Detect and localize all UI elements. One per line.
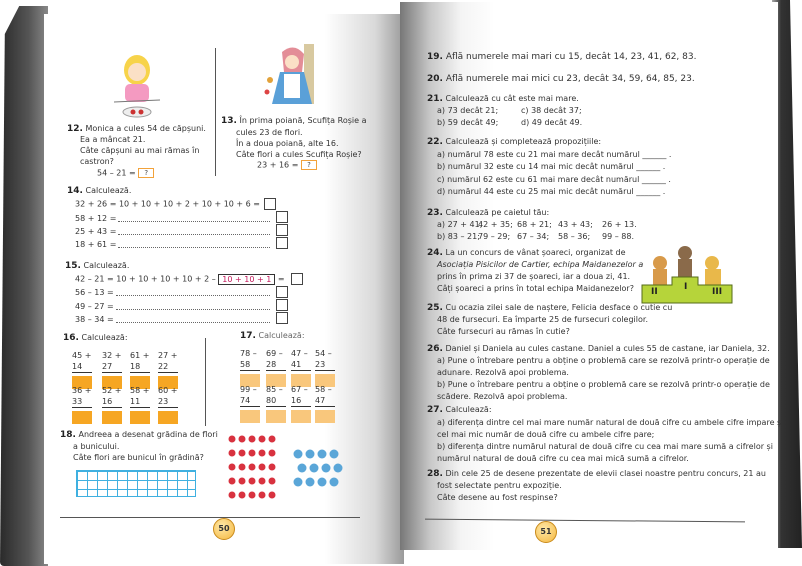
exercise-text: castron? [80, 157, 114, 166]
flower-garden-illustration [226, 434, 348, 506]
exercise-23 [427, 208, 549, 219]
exercise-17-title [240, 331, 305, 342]
operand-1: 54 – [315, 349, 332, 358]
exercise-13 [221, 116, 366, 127]
exercise-text: adunare. Rezolvă apoi problema. [437, 368, 569, 377]
column-operation [240, 384, 260, 423]
column-operation [130, 385, 150, 424]
exercise-number: 25. [427, 303, 443, 313]
sentence-item: c) numărul 62 este cu 61 mai mare decât numărul ______ . [437, 175, 671, 184]
exercise-number: 16. [63, 333, 79, 343]
exercise-16-title [63, 333, 128, 344]
operand-2: 18 [130, 361, 150, 373]
red-flower [229, 464, 236, 471]
divider [215, 48, 216, 176]
exercise-20 [427, 74, 695, 85]
blue-flower [298, 464, 307, 473]
operand-1: 52 + [102, 386, 122, 395]
podium-place-3: III [712, 287, 723, 297]
calc-item: 67 – 34; [517, 232, 550, 241]
blue-flower [306, 450, 315, 459]
exercise-number: 19. [427, 52, 443, 62]
exercise-text: a) Pune o întrebare pentru a obține o problemă care se rezolvă printr-o operație de [437, 356, 770, 365]
exercise-22 [427, 137, 601, 148]
podium-place-2: II [651, 287, 658, 297]
operand-1: 85 – [266, 385, 283, 394]
operand-1: 69 – [266, 349, 283, 358]
operand-1: 27 + [158, 351, 178, 360]
exercise-number: 21. [427, 94, 443, 104]
operand-1: 67 – [291, 385, 308, 394]
operand-1: 60 + [158, 386, 178, 395]
answer-box[interactable] [276, 211, 288, 223]
exercise-number: 18. [60, 430, 76, 440]
red-flower [249, 464, 256, 471]
red-flower [249, 450, 256, 457]
item-b: b) 59 decât 49; [437, 118, 499, 127]
equation-12 [97, 168, 154, 178]
exercise-text: b) Pune o întrebare pentru a obține o problemă care se rezolvă printr-o operație de [437, 380, 770, 389]
operand-2: 27 [102, 361, 122, 373]
dotted-line [116, 322, 270, 323]
operand-2: 14 [72, 361, 92, 373]
operand-2: 16 [291, 395, 311, 407]
exercise-text: Ea a mâncat 21. [80, 135, 146, 144]
red-flower [249, 478, 256, 485]
exercise-27 [427, 405, 492, 416]
equation-text: 23 + 16 = [257, 160, 299, 170]
calc-item: 68 + 21; [517, 220, 552, 229]
exercise-number: 15. [65, 261, 81, 271]
exercise-text: Câte desene au fost respinse? [437, 493, 558, 502]
answer-box[interactable] [158, 411, 178, 424]
calc-row: 32 + 26 = 10 + 10 + 10 + 2 + 10 + 10 + 6 = [75, 199, 260, 209]
exercise-text: prins în prima zi 37 de șoareci, iar a doua zi, 41. [437, 272, 631, 281]
operand-2: 22 [158, 361, 178, 373]
exercise-title: Calculează pe caietul tău: [445, 208, 550, 217]
dotted-line [118, 247, 270, 248]
exercise-text: În a doua poiană, alte 16. [236, 139, 339, 148]
exercise-text: La un concurs de vânat șoareci, organizat de [445, 248, 626, 257]
blue-flower [330, 478, 339, 487]
answer-box[interactable] [276, 237, 288, 249]
operand-2: 58 [240, 359, 260, 371]
red-flower [259, 492, 266, 499]
exercise-number: 22. [427, 137, 443, 147]
operand-2: 80 [266, 395, 286, 407]
exercise-title: Calculează: [81, 333, 128, 342]
blue-flower [294, 450, 303, 459]
red-flower [259, 450, 266, 457]
exercise-26 [427, 344, 770, 355]
item-d: d) 49 decât 49. [521, 118, 583, 127]
dotted-line [116, 295, 270, 296]
calc-item: a) 27 + 41; [437, 220, 483, 229]
blue-flower [310, 464, 319, 473]
exercise-text: Câte căpșuni au mai rămas în [80, 146, 200, 155]
operand-1: 99 – [240, 385, 257, 394]
exercise-number: 14. [67, 186, 83, 196]
answer-box[interactable] [130, 411, 150, 424]
equation-13 [257, 160, 317, 170]
exercise-15-title [65, 261, 129, 272]
calc-item: b) 83 – 21; [437, 232, 480, 241]
column-operation [291, 384, 311, 423]
sentence-item: a) numărul 78 este cu 21 mai mare decât numărul ______ . [437, 150, 672, 159]
calc-row: 38 – 34 = [75, 315, 114, 324]
exercise-24 [427, 248, 626, 259]
blue-flower [322, 464, 331, 473]
exercise-text: Află numerele mai mici cu 23, decât 34, 59, 64, 85, 23. [445, 74, 695, 84]
operand-1: 58 – [315, 385, 332, 394]
column-operation [315, 384, 335, 423]
calc-item: 58 – 36; [558, 232, 591, 241]
column-operation [130, 350, 150, 389]
sentence-item: d) numărul 44 este cu 25 mai mic decât numărul ______ . [437, 187, 666, 196]
exercise-text: În prima poiană, Scufița Roșie a [239, 116, 367, 125]
red-flower [269, 478, 276, 485]
girl-eating-strawberries-illustration [112, 52, 162, 122]
answer-box[interactable] [72, 411, 92, 424]
exercise-text: scădere. Rezolvă apoi problema. [437, 392, 568, 401]
answer-box[interactable] [276, 312, 288, 324]
calc-text: 42 – 21 = 10 + 10 + 10 + 10 + 2 – [75, 274, 216, 284]
operand-2: 47 [315, 395, 335, 407]
calc-row: 25 + 43 = [75, 227, 117, 236]
exercise-text: Cu ocazia zilei sale de naștere, Felicia desface o cutie cu [445, 303, 673, 312]
calc-item: 26 + 13. [602, 220, 637, 229]
exercise-text: cules 23 de flori. [236, 128, 303, 137]
exercise-title: Calculează cu cât este mai mare. [445, 94, 579, 103]
exercise-title: Calculează. [83, 261, 130, 270]
blue-flower [330, 450, 339, 459]
exercise-14-title [67, 186, 131, 197]
operand-2: 11 [130, 396, 150, 408]
exercise-18 [60, 430, 218, 441]
answer-box[interactable] [276, 299, 288, 311]
column-operation [72, 350, 92, 389]
exercise-text: a bunicului. [73, 442, 120, 451]
item-a: a) 73 decât 21; [437, 106, 499, 115]
red-flower [229, 450, 236, 457]
answer-box[interactable] [276, 224, 288, 236]
red-flower [239, 478, 246, 485]
calc-row: 56 – 13 = [75, 288, 114, 297]
red-flower [229, 436, 236, 443]
podium-place-1: I [684, 282, 688, 292]
blue-flower [294, 478, 303, 487]
red-flower [229, 478, 236, 485]
divider [205, 338, 206, 426]
exercise-25 [427, 303, 672, 314]
exercise-number: 20. [427, 74, 443, 84]
little-red-riding-hood-illustration [262, 44, 322, 112]
answer-grid[interactable] [76, 470, 196, 497]
calc-row: 49 – 27 = [75, 302, 114, 311]
red-flower [259, 478, 266, 485]
exercise-text: 48 de fursecuri. Ea împarte 25 de fursecuri colegilor. [437, 315, 648, 324]
operand-1: 58 + [130, 386, 150, 395]
answer-box[interactable] [240, 410, 260, 423]
answer-box[interactable] [266, 410, 286, 423]
column-operation [72, 385, 92, 424]
exercise-text: Câte flori a cules Scufița Roșie? [236, 150, 362, 159]
sentence-item: b) numărul 32 este cu 14 mai mic decât numărul ______ . [437, 162, 666, 171]
answer-box[interactable]: ? [301, 160, 317, 170]
exercise-text: Din cele 25 de desene prezentate de elevii clasei noastre pentru concurs, 21 au [445, 469, 766, 478]
operand-1: 36 + [72, 386, 92, 395]
red-flower [259, 436, 266, 443]
calc-row: 58 + 12 = [75, 214, 117, 223]
exercise-text: a) diferența dintre cel mai mare număr natural de două cifre cu ambele cifre impare și [437, 418, 784, 427]
column-operation [158, 385, 178, 424]
operand-2: 28 [266, 359, 286, 371]
exercise-number: 28. [427, 469, 443, 479]
red-flower [269, 450, 276, 457]
exercise-number: 26. [427, 344, 443, 354]
exercise-28 [427, 469, 766, 480]
column-operation [102, 350, 122, 389]
column-operation [240, 348, 260, 387]
exercise-number: 17. [240, 331, 256, 341]
book-cover-left [0, 6, 48, 566]
exercise-text: Andreea a desenat grădina de flori [78, 430, 218, 439]
exercise-text: b) diferența dintre numărul natural de două cifre cu cea mai mare sumă a cifrelor și [437, 442, 773, 451]
red-flower [269, 436, 276, 443]
column-operation [102, 385, 122, 424]
red-flower [259, 464, 266, 471]
calc-row-first [75, 198, 276, 210]
red-flower [249, 436, 256, 443]
blue-flower [318, 450, 327, 459]
exercise-text: cel mai mic număr de două cifre cu ambele cifre pare; [437, 430, 655, 439]
red-flower [229, 492, 236, 499]
answer-box[interactable] [291, 410, 311, 423]
operand-1: 47 – [291, 349, 308, 358]
dotted-line [116, 309, 270, 310]
column-operation [266, 348, 286, 387]
answer-box[interactable]: ? [138, 168, 154, 178]
operand-2: 41 [291, 359, 311, 371]
exercise-number: 23. [427, 208, 443, 218]
calc-item: 79 – 29; [478, 232, 511, 241]
column-operation [291, 348, 311, 387]
page-rule [60, 517, 360, 518]
answer-box[interactable] [264, 198, 276, 210]
exercise-text: Câte flori are bunicul în grădină? [73, 453, 204, 462]
exercise-19 [427, 52, 696, 63]
operand-2: 16 [102, 396, 122, 408]
exercise-number: 12. [67, 124, 83, 134]
column-operation [266, 384, 286, 423]
calc-item: 99 – 88. [602, 232, 634, 241]
exercise-title: Calculează: [258, 331, 305, 340]
red-flower [269, 492, 276, 499]
answer-box[interactable] [291, 273, 303, 285]
red-flower [249, 492, 256, 499]
exercise-title: Calculează: [445, 405, 492, 414]
calc-item: 43 + 43; [558, 220, 593, 229]
exercise-number: 27. [427, 405, 443, 415]
exercise-number: 24. [427, 248, 443, 258]
exercise-title: Calculează și completează propozițiile: [445, 137, 602, 146]
grouped-terms-box: 10 + 10 + 1 [218, 274, 275, 285]
exercise-text: fost selectate pentru expoziție. [437, 481, 562, 490]
page-number-badge: 50 [213, 518, 235, 540]
red-flower [269, 464, 276, 471]
red-flower [239, 492, 246, 499]
exercise-text: Daniel și Daniela au cules castane. Daniel a cules 55 de castane, iar Daniela, 32. [445, 344, 770, 353]
operand-2: 23 [158, 396, 178, 408]
red-flower [239, 436, 246, 443]
equation-text: 54 – 21 = [97, 168, 136, 178]
red-flower [239, 464, 246, 471]
operand-2: 74 [240, 395, 260, 407]
operand-1: 45 + [72, 351, 92, 360]
blue-flower [306, 478, 315, 487]
calc-row: 18 + 61 = [75, 240, 117, 249]
page-number-badge: 51 [535, 521, 557, 543]
exercise-text: Monica a cules 54 de căpșuni. [85, 124, 206, 133]
column-operation [315, 348, 335, 387]
exercise-number: 13. [221, 116, 237, 126]
operand-1: 32 + [102, 351, 122, 360]
operand-1: 78 – [240, 349, 257, 358]
item-c: c) 38 decât 37; [521, 106, 582, 115]
exercise-title: Calculează. [85, 186, 132, 195]
exercise-text: Asociația Pisicilor de Cartier, echipa Maidanezelor a [437, 260, 644, 269]
exercise-text: Câți șoareci a prins în total echipa Maidanezelor? [437, 284, 634, 293]
calc-item: 42 + 35; [478, 220, 513, 229]
dotted-line [118, 221, 270, 222]
blue-flower [318, 478, 327, 487]
exercise-text: Câte fursecuri au rămas în cutie? [437, 327, 570, 336]
column-operation [158, 350, 178, 389]
red-flower [239, 450, 246, 457]
exercise-text: Află numerele mai mari cu 15, decât 14, 23, 41, 62, 83. [445, 52, 697, 62]
operand-2: 33 [72, 396, 92, 408]
answer-box[interactable] [102, 411, 122, 424]
operand-2: 23 [315, 359, 335, 371]
calc-row: 42 – 21 = 10 + 10 + 10 + 10 + 2 – 10 + 10 + 1 = [75, 273, 303, 285]
exercise-21 [427, 94, 579, 105]
dotted-line [118, 234, 270, 235]
blue-flower [334, 464, 343, 473]
answer-box[interactable] [315, 410, 335, 423]
exercise-12 [67, 124, 206, 135]
answer-box[interactable] [276, 286, 288, 298]
exercise-text: numărul natural de două cifre cu cea mai mică sumă a cifrelor. [437, 454, 689, 463]
operand-1: 61 + [130, 351, 150, 360]
